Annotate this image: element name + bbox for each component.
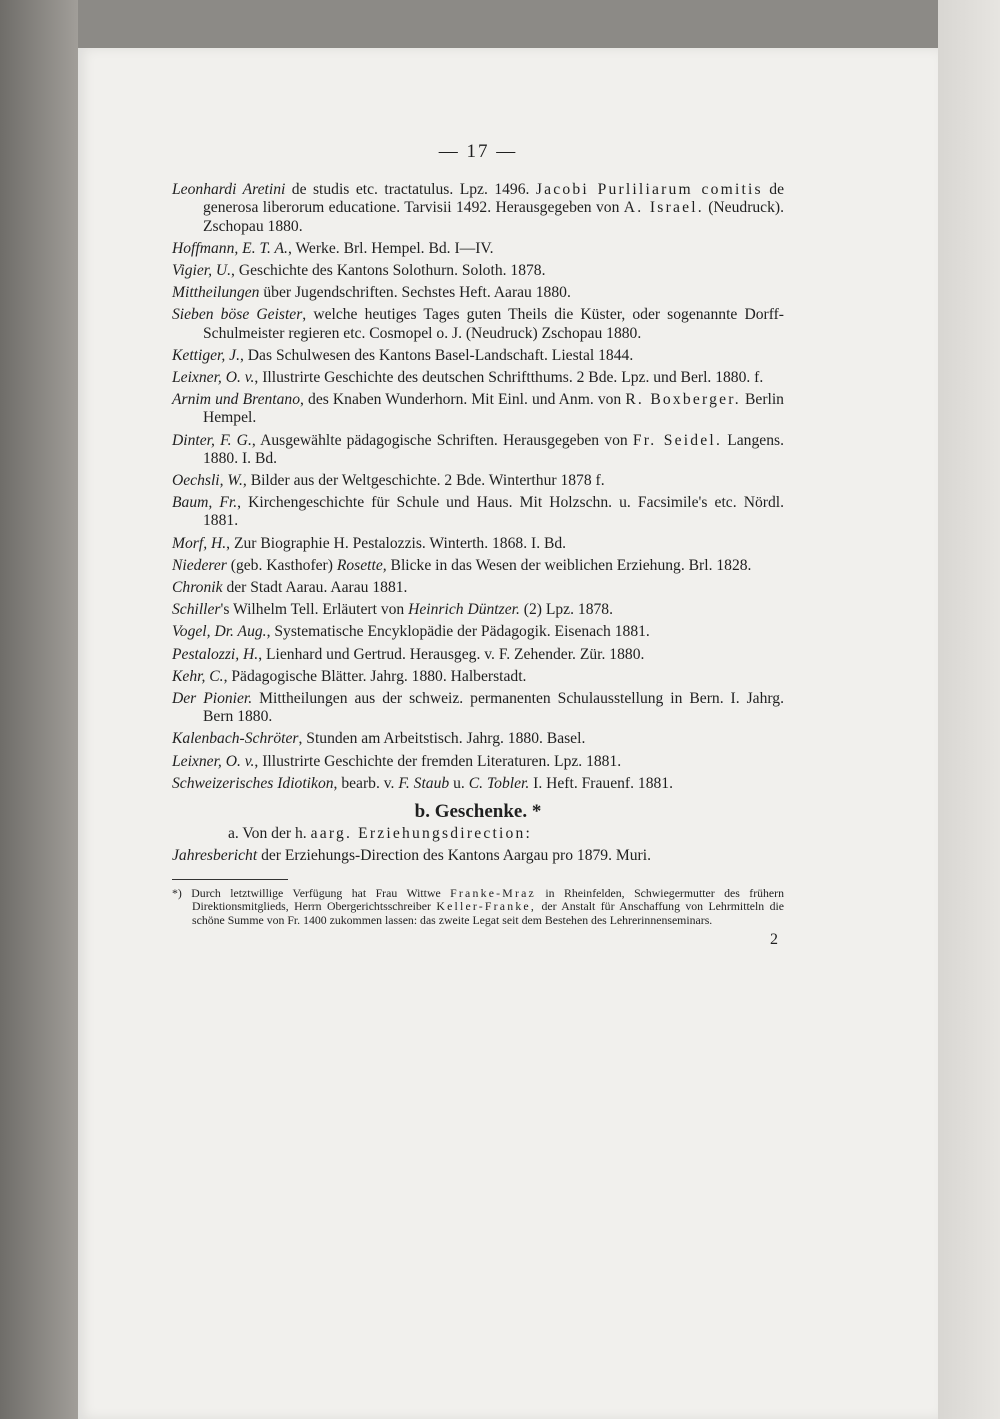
entry-text2: u. (449, 774, 469, 792)
entry-text: , Bilder aus der Weltgeschichte. 2 Bde. Winterthur 1878 f. (242, 472, 605, 490)
entry-author: Pestalozzi, H. (172, 645, 259, 663)
entry-text: de studis etc. tractatulus. Lpz. 1496. (285, 181, 536, 199)
entry-author: Sieben böse Geister (172, 306, 303, 324)
page-number: — 17 — (438, 141, 518, 162)
entry-text2: de generosa liberorum educatione. Tarvisii 1492. Herausgegeben von (203, 181, 785, 217)
entry-text: , Geschichte des Kantons Solothurn. Soloth. 1878. (231, 262, 546, 280)
entry-spaced: R. Boxberger. (625, 391, 741, 409)
entry-text: , welche heutiges Tages guten Theils die Küster, oder sogenannte Dorff-Schulmeister regieren etc. Cosmopel o. J. (Neudruck) Zschopau 1880. (203, 306, 784, 342)
entry-text: über Jugendschriften. Sechstes Heft. Aarau 1880. (259, 284, 571, 302)
footnote-spaced2: Keller-Franke, (436, 899, 537, 914)
entry-text: , Kirchengeschichte für Schule und Haus. Mit Holzschn. u. Facsimile's etc. Nördl. 1881. (203, 494, 784, 530)
entry-text: , Stunden am Arbeitstisch. Jahrg. 1880. Basel. (298, 730, 586, 748)
footnote (172, 887, 784, 927)
entry-text: , Zur Biographie H. Pestalozzis. Winterth. 1868. I. Bd. (226, 534, 567, 552)
list-item (172, 668, 784, 686)
subheading-prefix: a. Von der h. (228, 825, 311, 843)
entry-text: 's Wilhelm Tell. Erläutert von (220, 601, 409, 619)
entry-italic2: Rosette, (336, 556, 387, 574)
entry-italic3: C. Tobler. (468, 774, 530, 792)
footnote-part1: *) Durch letztwillige Verfügung hat Frau Wittwe (172, 885, 451, 900)
list-item (172, 623, 784, 641)
list-item (172, 579, 784, 597)
entry-author: Vogel, Dr. Aug. (172, 623, 267, 641)
list-item (172, 601, 784, 619)
entry-text: , bearb. v. (333, 774, 399, 792)
entry-author: Kettiger, J. (172, 346, 240, 364)
entry-text3: (Neudruck). Zschopau 1880. (203, 199, 784, 235)
entry-author: Der Pionier. (172, 690, 253, 708)
entry-author: Mittheilungen (172, 284, 260, 302)
entry-text: , Illustrirte Geschichte der fremden Literaturen. Lpz. 1881. (254, 752, 622, 770)
entry-author: Leixner, O. v. (172, 369, 255, 387)
list-item (172, 775, 784, 793)
footnote-part3: der Anstalt für Anschaffung von Lehrmitteln die schöne Summe von Fr. 1400 zukommen lassen: das zweite Legat seit dem Bestehen des Lehrerinnenseminars. (192, 899, 784, 927)
entry-text: , Systematische Encyklopädie der Pädagogik. Eisenach 1881. (266, 623, 650, 641)
entry-text: , Ausgewählte pädagogische Schriften. Herausgegeben von (251, 431, 633, 449)
entry-author: Leonhardi Aretini (172, 181, 286, 199)
entry-text: , Werke. Brl. Hempel. Bd. I—IV. (287, 239, 494, 257)
entry-text: Mittheilungen aus der schweiz. permanenten Schulausstellung in Bern. I. Jahrg. Bern 1880. (203, 690, 785, 726)
entry-text: , des Knaben Wunderhorn. Mit Einl. und Anm. von (300, 391, 626, 409)
list-item (172, 535, 784, 553)
section-subheading (172, 825, 784, 843)
entry-author: Chronik (172, 579, 223, 597)
entry-author: Leixner, O. v. (172, 752, 255, 770)
entry-author: Jahresbericht (172, 846, 258, 864)
bibliography-list (172, 181, 784, 793)
entry-author: Kehr, C. (172, 667, 224, 685)
entry-text: (geb. Kasthofer) (226, 556, 337, 574)
list-item (172, 494, 784, 530)
entry-italic2: Heinrich Düntzer. (408, 601, 520, 619)
list-item (172, 240, 784, 258)
list-item (172, 347, 784, 365)
entry-author: Schiller (172, 601, 221, 619)
list-item (172, 646, 784, 664)
list-item (172, 181, 784, 236)
entry-text: , Lienhard und Gertrud. Herausgeg. v. F. Zehender. Zür. 1880. (258, 645, 645, 663)
subheading-spaced: aarg. Erziehungsdirection: (310, 825, 533, 843)
entry-text: der Stadt Aarau. Aarau 1881. (222, 579, 408, 597)
entry-spaced2: A. Israel. (623, 199, 704, 217)
entry-text2: (2) Lpz. 1878. (519, 601, 613, 619)
list-item (172, 557, 784, 575)
list-item (172, 847, 784, 865)
list-item (172, 690, 784, 726)
list-item (172, 391, 784, 427)
list-item (172, 306, 784, 342)
section-heading: b. Geschenke. * (414, 801, 542, 823)
entry-text2: Blicke in das Wesen der weiblichen Erziehung. Brl. 1828. (386, 556, 752, 574)
scan-left-edge (0, 0, 78, 1419)
list-item (172, 284, 784, 302)
entry-spaced: Fr. Seidel. (632, 431, 723, 449)
entry-text: der Erziehungs-Direction des Kantons Aargau pro 1879. Muri. (257, 846, 651, 864)
entry-text: , Pädagogische Blätter. Jahrg. 1880. Halberstadt. (223, 667, 527, 685)
entry-author: Kalenbach-Schröter (172, 730, 299, 748)
page-content (172, 143, 784, 949)
entry-author: Niederer (172, 556, 227, 574)
entry-text3: I. Heft. Frauenf. 1881. (529, 774, 674, 792)
entry-author: Dinter, F. G. (172, 431, 252, 449)
entry-author: Baum, Fr. (172, 494, 238, 512)
list-item (172, 472, 784, 490)
signature-mark: 2 (770, 930, 778, 948)
footnote-divider (172, 879, 288, 880)
entry-spaced: Jacobi Purliliarum comitis (535, 181, 763, 199)
scan-right-edge (938, 0, 1000, 1419)
list-item (172, 369, 784, 387)
entry-author: Vigier, U. (172, 262, 232, 280)
footnote-part2: in Rheinfelden, Schwiegermutter des frühern Direktionsmitglieds, Herrn Obergerichtsschreiber (192, 885, 784, 914)
entry-author: Schweizerisches Idiotikon (172, 774, 334, 792)
entry-italic2: F. Staub (398, 774, 450, 792)
footnote-spaced1: Franke-Mraz (450, 885, 536, 900)
list-item (172, 753, 784, 771)
list-item (172, 730, 784, 748)
entry-text2: Berlin Hempel. (203, 391, 784, 427)
entry-author: Oechsli, W. (172, 472, 243, 490)
list-item (172, 262, 784, 280)
entry-author: Arnim und Brentano (172, 391, 301, 409)
entry-author: Hoffmann, E. T. A. (172, 239, 288, 257)
entry-author: Morf, H. (172, 534, 227, 552)
entry-text2: Langens. 1880. I. Bd. (203, 431, 784, 467)
entry-text: , Illustrirte Geschichte des deutschen Schriftthums. 2 Bde. Lpz. und Berl. 1880. f. (254, 369, 764, 387)
list-item (172, 432, 784, 468)
entry-text: , Das Schulwesen des Kantons Basel-Landschaft. Liestal 1844. (240, 346, 634, 364)
